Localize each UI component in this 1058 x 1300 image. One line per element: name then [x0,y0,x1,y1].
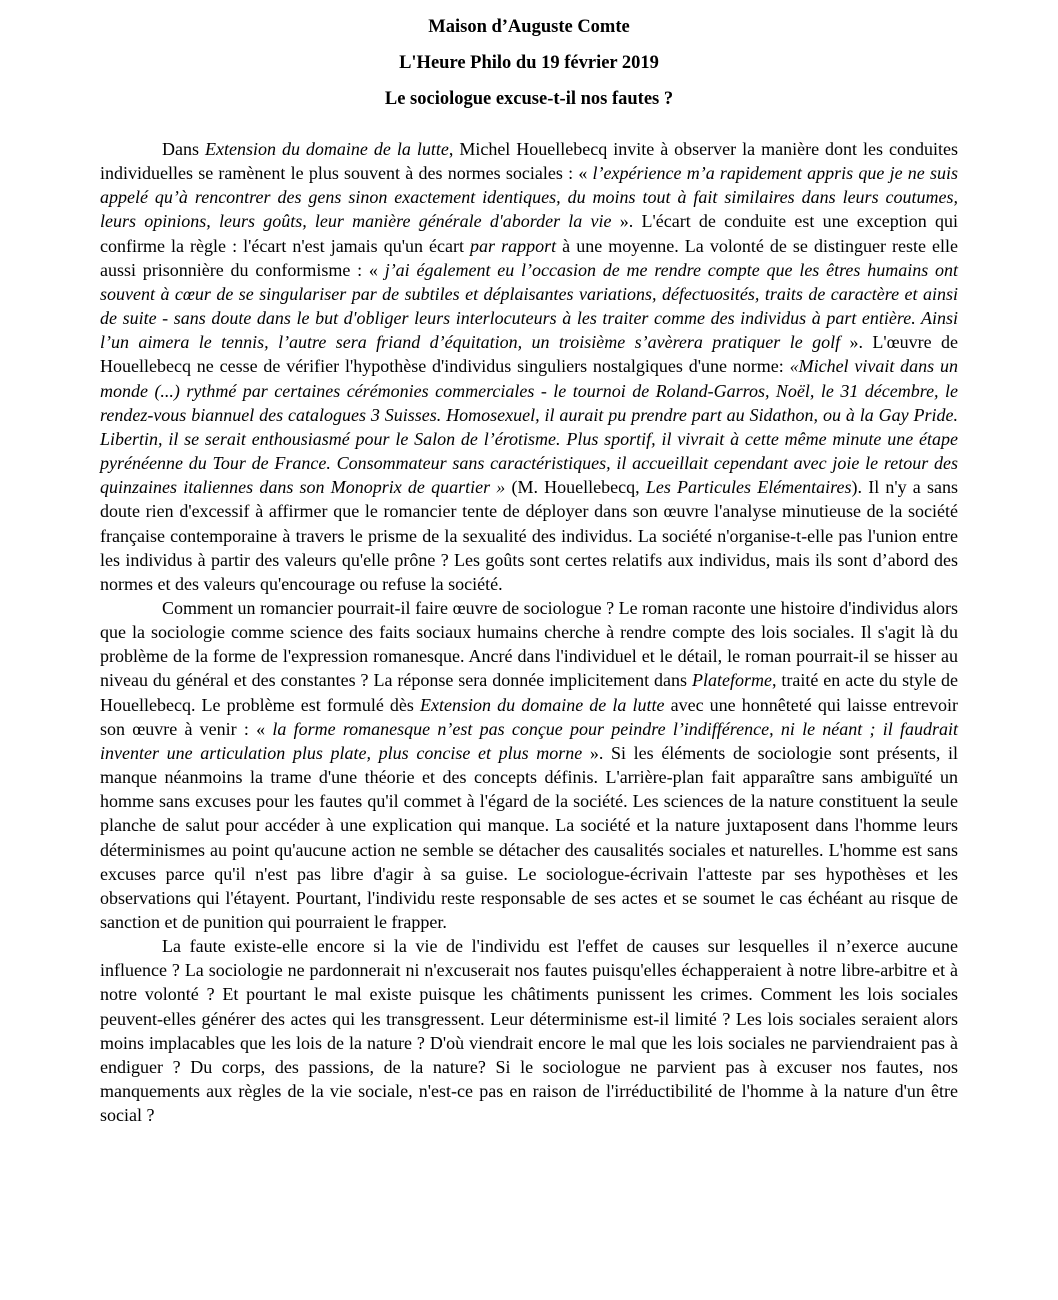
italic-quote-segment: Les Particules Elémentaires [645,477,852,498]
italic-quote-segment: «Michel vivait dans un monde (...) rythmé par certaines cérémonies commerciales - le tournoi de Roland-Garros, Noël, le 31 décembre, le rendez-vous biannuel des catalogues 3 Suisses. Homosexuel, il aurait pu prendre part au Sidathon, ou à la Gay Pride. Libertin, il se serait enthousiasmé pour le Salon de l’érotisme. Plus sportif, il vivrait à cette même minute une étape pyrénéenne du Tour de France. Consommateur sans caractéristiques, il accueillait cependant avec joie le retour des quinzaines italiennes dans son Monoprix de quartier » [100,356,958,498]
text-segment: La faute existe-elle encore si la vie de l'individu est l'effet de causes sur lesquelles il n’exerce aucune influence ? La sociologie ne pardonnerait ni n'excuserait nos fautes puisqu'elles échapperaient à notre libre-arbitre et à notre volonté ? Et pourtant le mal existe puisque les châtiments punissent les crimes. Comment les lois sociales peuvent-elles générer des actes qui les transgressent. Leur déterminisme est-il limité ? Les lois sociales seraient alors moins implacables que les lois de la nature ? D'où viendrait encore le mal que les lois sociales ne parviendraient pas à endiguer ? Du corps, des passions, de la nature? Si le sociologue ne parvient pas à excuser nos fautes, nos manquements aux règles de la vie sociale, n'est-ce pas en raison de l'irréductibilité de l'homme à la nature d'un être social ? [100,936,958,1126]
italic-quote-segment: Extension du domaine de la lutte [204,139,449,159]
document-header [0,0,1058,117]
italic-quote-segment: Extension du domaine de la lutte [420,694,665,715]
text-segment: (M. Houellebecq, [505,477,646,498]
header-event-date: L'Heure Philo du 19 février 2019 [399,53,659,73]
paragraph [100,137,958,596]
text-segment: Comment un romancier pourrait-il faire œuvre de sociologue ? Le roman raconte une histoire d'individus alors que la sociologie comme science des faits sociaux humains cherche à rendre compte des lois sociales. Il s'agit là du problème de la forme de l'expression romanesque. Ancré dans l'individuel et le détail, le roman pourrait-il se hisser au niveau du général et des constantes ? La réponse sera donnée implicitement dans [100,597,958,691]
header-institution: Maison d’Auguste Comte [428,17,630,37]
text-segment: ». Si les éléments de sociologie sont présents, il manque néanmoins la trame d'une théorie et des concepts définis. L'arrière-plan fait apparaître sans ambiguïté un homme sans excuses pour les fautes qu'il commet à l'égard de la société. Les sciences de la nature constituent la seule planche de salut pour accéder à une explication qui manque. La société et la nature juxtaposent dans l'homme leurs déterminismes au point qu'aucune action ne semble se détacher des causalités sociales et naturelles. L'homme est sans excuses parce qu'il n'est pas libre d'agir à sa guise. Le sociologue-écrivain l'atteste par ses hypothèses et les observations qui l'étayent. Pourtant, l'individu reste responsable de ses actes et se soumet le cas échéant au risque de sanction et de punition qui pourraient le frapper. [100,742,958,932]
text-segment: Dans [162,139,205,159]
text-segment: , Michel Houellebecq invite à observer la manière dont les conduites individuelles se ramènent le plus souvent à des normes sociales : « [100,139,958,184]
italic-quote-segment: l’expérience m’a rapidement appris que je ne suis appelé qu’à rencontrer des gens sinon exactement identiques, du moins tout à fait similaires dans leurs coutumes, leurs opinions, leurs goûts, leur manière générale d'aborder la vie [100,163,958,232]
paragraph [100,934,958,1127]
italic-quote-segment: par rapport [470,235,557,256]
text-segment: à une moyenne. La volonté de se distinguer reste elle aussi prisonnière du conformisme : « [100,235,959,280]
italic-quote-segment: la forme romanesque n’est pas conçue pour peindre l’indifférence, ni le néant ; il faudrait inventer une articulation plus plate, plus concise et plus morne [100,718,958,763]
text-segment: avec une honnêteté qui laisse entrevoir son œuvre à venir : « [100,694,959,739]
text-segment: ». L'œuvre de Houellebecq ne cesse de vérifier l'hypothèse d'individus singuliers nostalgiques d'une norme: [100,332,958,377]
text-segment: ». L'écart de conduite est une exception qui confirme la règle : l'écart n'est jamais qu'un écart [100,211,958,256]
header-question-title: Le sociologue excuse-t-il nos fautes ? [384,89,674,109]
text-segment: ). Il n'y a sans doute rien d'excessif à affirmer que le romancier tente de déployer dans son œuvre l'analyse minutieuse de la société française contemporaine à travers le prisme de la sexualité des individus. La société n'organise-t-elle pas l'union entre les individus à partir des valeurs qu'elle prône ? Les goûts sont certes relatifs aux individus, mais ils sont d’abord des normes et des valeurs qu'encourage ou refuse la société. [100,477,958,594]
paragraph [100,596,958,934]
document-body [100,137,958,1127]
italic-quote-segment: Plateforme [691,670,772,691]
text-segment: , traité en acte du style de Houellebecq. Le problème est formulé dès [100,670,958,715]
italic-quote-segment: j’ai également eu l’occasion de me rendre compte que les êtres humains ont souvent à cœur de se singulariser par de subtiles et déplaisantes variations, défectuosités, traits de caractère et ainsi de suite - sans doute dans le but d'obliger leurs interlocuteurs à les traiter comme des individus à part entière. Ainsi l’un aimera le tennis, l’autre sera friand d’équitation, un troisième s’avèrera pratiquer le golf [100,259,958,353]
